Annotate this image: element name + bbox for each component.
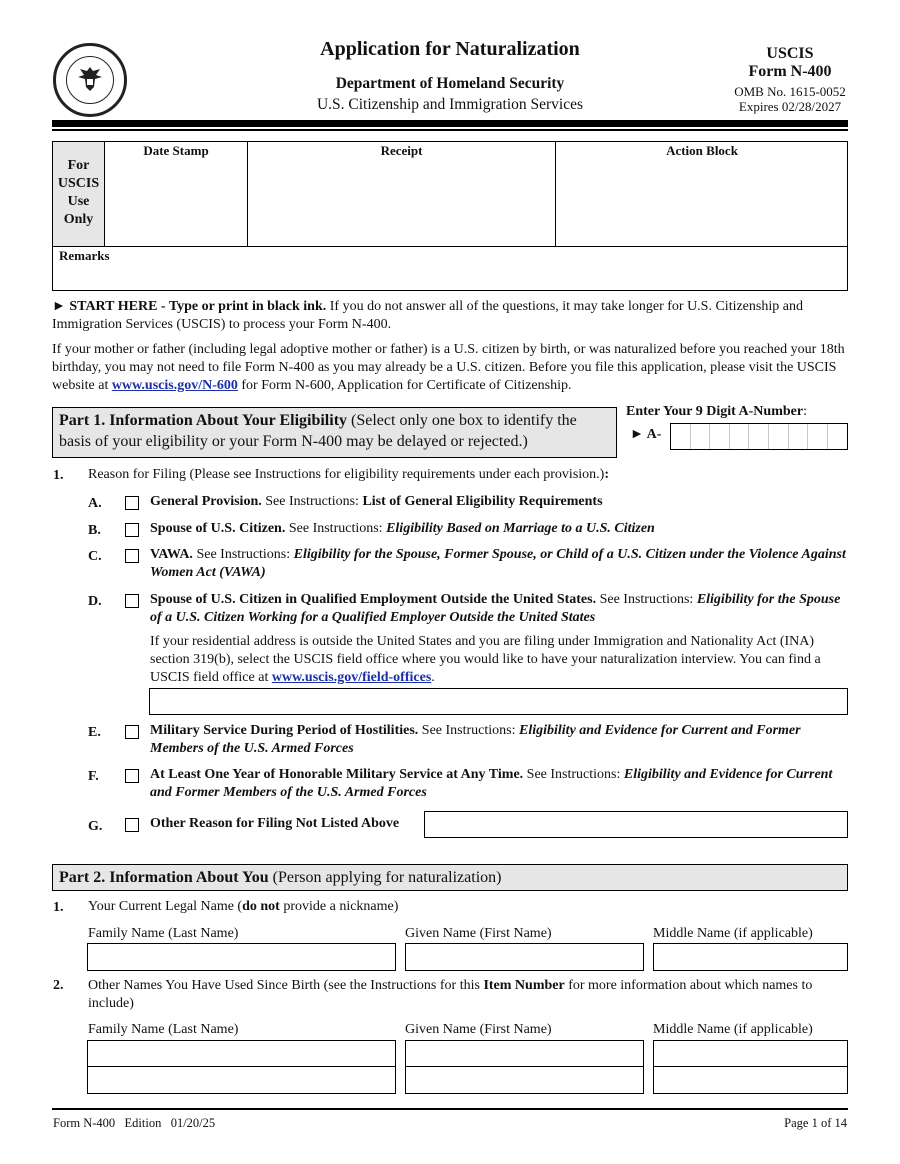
n600-link[interactable]: www.uscis.gov/N-600	[111, 378, 238, 393]
date-stamp-header: Date Stamp	[143, 143, 209, 158]
other-middle-name-input[interactable]	[653, 1066, 848, 1094]
a-number-digit-cell[interactable]	[749, 424, 769, 449]
other-middle-name-input[interactable]	[653, 1040, 848, 1067]
option-c-label	[150, 546, 850, 582]
vawa-checkbox[interactable]	[125, 549, 139, 563]
item-number: 2.	[53, 978, 64, 993]
part1-title: Part 1. Information About Your Eligibility	[59, 412, 348, 429]
header-rule-thin	[52, 129, 848, 131]
other-given-name-input[interactable]	[405, 1040, 644, 1067]
form-title: Application for Naturalization	[320, 38, 580, 60]
a-number-colon: :	[803, 404, 807, 419]
other-given-name-input[interactable]	[405, 1066, 644, 1094]
option-bold: Other Reason for Filing Not Listed Above	[150, 816, 400, 831]
page-number: Page 1 of 14	[784, 1116, 847, 1130]
expiration-date: Expires 02/28/2027	[738, 99, 842, 114]
header-rule-thick	[52, 120, 848, 127]
option-bold: Spouse of U.S. Citizen.	[150, 521, 286, 536]
given-name-label: Given Name (First Name)	[405, 1022, 552, 1037]
option-ref: Eligibility and Evidence for Current and Former Members of the U.S. Armed Forces	[150, 723, 801, 756]
field-office-note-end: .	[431, 670, 435, 685]
omb-number: OMB No. 1615-0052	[734, 84, 846, 99]
agency-short: USCIS	[766, 45, 814, 62]
option-ref: Eligibility and Evidence for Current and Former Members of the U.S. Armed Forces	[150, 767, 833, 800]
n600-text-b: for Form N-600, Application for Certificate of Citizenship.	[237, 378, 572, 393]
option-bold: General Provision.	[150, 494, 262, 509]
a-number-digit-cell[interactable]	[808, 424, 828, 449]
department-name: Department of Homeland Security	[335, 75, 565, 92]
label-text: Other Names You Have Used Since Birth (see the Instructions for this	[88, 978, 484, 993]
option-ref: Eligibility Based on Marriage to a U.S. Citizen	[386, 521, 655, 536]
family-name-label: Family Name (Last Name)	[88, 926, 239, 941]
option-see: See Instructions:	[418, 723, 519, 738]
family-name-label: Family Name (Last Name)	[88, 1022, 239, 1037]
given-name-label: Given Name (First Name)	[405, 926, 552, 941]
option-letter: D.	[88, 594, 102, 609]
current-given-name-input[interactable]	[405, 943, 644, 971]
item-number: 1.	[53, 468, 64, 483]
uscis-use-label	[53, 142, 105, 246]
uscis-use-label-text: For USCIS Use Only	[57, 158, 100, 227]
agency-name: U.S. Citizenship and Immigration Services	[316, 96, 584, 113]
option-g-label	[150, 815, 420, 833]
option-a-label	[150, 493, 850, 511]
dhs-seal	[53, 43, 127, 117]
option-letter: G.	[88, 819, 103, 834]
a-number-prefix: ► A-	[630, 427, 662, 442]
military-hostilities-checkbox[interactable]	[125, 725, 139, 739]
military-one-year-checkbox[interactable]	[125, 769, 139, 783]
a-number-digit-cell[interactable]	[769, 424, 789, 449]
a-number-label	[626, 404, 807, 420]
label-bold: Item Number	[483, 978, 565, 993]
part1-subtitle: (Select only one box to identify the basis of your eligibility or your Form N-400 may be delayed or rejected.)	[59, 412, 577, 450]
part2-subtitle: (Person applying for naturalization)	[268, 869, 502, 886]
part2-header	[52, 864, 848, 891]
option-see: See Instructions:	[192, 547, 294, 562]
remarks-divider	[53, 246, 847, 247]
option-see: See Instructions:	[261, 494, 363, 509]
option-f-label	[150, 766, 850, 802]
other-names-label	[88, 977, 848, 1013]
field-office-note	[150, 633, 850, 687]
option-e-label	[150, 722, 850, 758]
a-number-digit-cell[interactable]	[691, 424, 711, 449]
spouse-citizen-checkbox[interactable]	[125, 523, 139, 537]
current-middle-name-input[interactable]	[653, 943, 848, 971]
eagle-icon	[74, 63, 106, 93]
start-here-paragraph	[52, 298, 848, 334]
qualified-employment-checkbox[interactable]	[125, 594, 139, 608]
reason-for-filing-label	[88, 467, 609, 483]
field-office-note-text: If your residential address is outside the United States and you are filing under Immigration and Nationality Act (INA) section 319(b), select the USCIS field office where you would like to have your naturalization interview. You can find a USCIS field office at	[150, 634, 821, 685]
other-reason-checkbox[interactable]	[125, 818, 139, 832]
option-letter: E.	[88, 725, 101, 740]
option-letter: F.	[88, 769, 99, 784]
option-letter: A.	[88, 496, 102, 511]
field-offices-link[interactable]: www.uscis.gov/field-offices	[271, 670, 432, 685]
footer-rule	[52, 1108, 848, 1110]
form-edition: Form N-400 Edition 01/20/25	[53, 1116, 216, 1130]
form-number: Form N-400	[748, 63, 832, 80]
option-d-label	[150, 591, 850, 627]
option-bold: Military Service During Period of Hostilities.	[150, 723, 419, 738]
receipt-header: Receipt	[380, 143, 423, 158]
a-number-input[interactable]	[670, 423, 848, 450]
option-bold: Spouse of U.S. Citizen in Qualified Employment Outside the United States.	[150, 592, 597, 607]
middle-name-label: Middle Name (if applicable)	[653, 1022, 813, 1037]
part2-title: Part 2. Information About You	[59, 869, 269, 886]
n600-text-a: If your mother or father (including legal adoptive mother or father) is a U.S. citizen by birth, or was naturalized before you reached your 18th birthday, you may not need to file Form N-400 as you may already be a U.S. citizen. Before you file this application, please visit the USCIS website at	[52, 342, 845, 393]
option-bold: VAWA.	[150, 547, 193, 562]
a-number-label-text: Enter Your 9 Digit A-Number	[626, 404, 804, 419]
option-ref: Eligibility for the Spouse of a U.S. Citizen Working for a Qualified Employer Outside the United States	[150, 592, 841, 625]
option-see: See Instructions:	[596, 592, 697, 607]
option-bold: At Least One Year of Honorable Military Service at Any Time.	[150, 767, 524, 782]
option-letter: B.	[88, 523, 101, 538]
a-number-digit-cell[interactable]	[789, 424, 809, 449]
general-provision-checkbox[interactable]	[125, 496, 139, 510]
remarks-label: Remarks	[59, 248, 110, 263]
label-text: Your Current Legal Name (	[88, 899, 243, 914]
label-bold: do not	[242, 899, 280, 914]
option-letter: C.	[88, 549, 102, 564]
middle-name-label: Middle Name (if applicable)	[653, 926, 813, 941]
field-office-input[interactable]	[149, 688, 848, 715]
option-ref: List of General Eligibility Requirements	[362, 494, 603, 509]
a-number-digit-cell[interactable]	[730, 424, 750, 449]
label-text: for more information about which names to include)	[88, 978, 813, 1011]
option-ref: Eligibility for the Spouse, Former Spouse, or Child of a U.S. Citizen under the Violence Against Women Act (VAWA)	[150, 547, 846, 580]
other-family-name-input[interactable]	[87, 1040, 396, 1067]
current-family-name-input[interactable]	[87, 943, 396, 971]
start-here-text: If you do not answer all of the questions, it may take longer for U.S. Citizenship and Immigration Services (USCIS) to process your Form N-400.	[52, 299, 803, 332]
a-number-digit-cell[interactable]	[671, 424, 691, 449]
option-b-label	[150, 520, 850, 538]
action-block-header: Action Block	[666, 143, 738, 158]
part1-header	[52, 407, 617, 458]
option-see: See Instructions:	[523, 767, 624, 782]
reason-for-filing-colon: :	[604, 467, 609, 482]
start-here-bold: ► START HERE - Type or print in black ink.	[52, 299, 327, 314]
a-number-digit-cell[interactable]	[710, 424, 730, 449]
item-number: 1.	[53, 900, 64, 915]
uscis-use-box	[52, 141, 848, 291]
other-reason-input[interactable]	[424, 811, 848, 838]
option-see: See Instructions:	[285, 521, 387, 536]
a-number-digit-cell[interactable]	[671, 449, 691, 474]
reason-for-filing-text: Reason for Filing (Please see Instructions for eligibility requirements under each provision.)	[88, 467, 605, 482]
other-family-name-input[interactable]	[87, 1066, 396, 1094]
n600-paragraph	[52, 341, 848, 395]
current-legal-name-label	[88, 899, 398, 915]
label-text: provide a nickname)	[279, 899, 399, 914]
